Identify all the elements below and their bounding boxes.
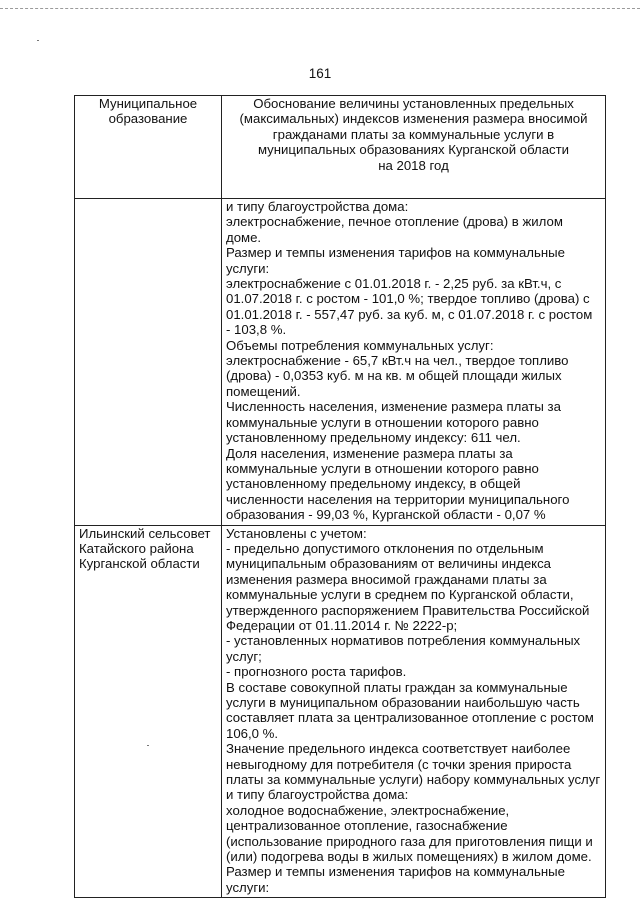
text-line: В составе совокупной платы граждан за коммунальные	[226, 679, 568, 695]
text-line: (или) подогрева воды в жилых помещениях) в жилом доме.	[226, 849, 592, 865]
text-line: коммунальные услуги в отношении которого равно	[226, 414, 539, 430]
text-line: электроснабжение с 01.01.2018 г. - 2,25 руб. за кВт.ч, с	[226, 276, 562, 292]
text-line: - 103,8 %.	[226, 322, 287, 338]
text-line: услуги в муниципальном образовании наибольшую часть	[226, 695, 580, 710]
text-line: Объемы потребления коммунальных услуг:	[226, 337, 494, 353]
text-line: численности населения на территории муниципального	[226, 491, 570, 507]
text-line: невыгодному для потребителя (с точки зрения прироста	[226, 756, 572, 772]
text-line: доме.	[226, 229, 262, 245]
header-text-line: Обоснование величины установленных предельных	[253, 96, 574, 111]
text-line: коммунальные услуги в среднем по Курганской области,	[226, 587, 574, 603]
text-line: Установлены с учетом:	[226, 525, 367, 541]
text-line: Значение предельного индекса соответствует наиболее	[226, 741, 571, 757]
text-line: и типу благоустройства дома:	[226, 199, 409, 214]
municipality-name-line: Курганской области	[79, 556, 200, 572]
header-text-line: гражданами платы за коммунальные услуги в	[272, 126, 555, 142]
tariff-justification-table	[74, 95, 606, 898]
text-line: - прогнозного роста тарифов.	[226, 664, 407, 680]
text-line: услуги:	[226, 879, 270, 895]
text-line: (дрова) - 0,0353 куб. м на кв. м общей площади жилых	[226, 368, 562, 384]
text-line: коммунальные услуги в отношении которого равно	[226, 460, 539, 476]
header-text-line: на 2018 год	[378, 157, 449, 173]
header-municipality	[75, 96, 222, 199]
text-line: Доля населения, изменение размера платы за	[226, 445, 513, 461]
text-line: установленному предельному индексу, в общей	[226, 476, 521, 492]
scan-speck	[37, 40, 39, 41]
municipality-cell	[75, 525, 222, 898]
text-line: утвержденного распоряжением Правительства Российской	[226, 602, 590, 618]
text-line: образования - 99,03 %, Курганской области - 0,07 %	[226, 507, 546, 523]
text-line: Размер и темпы изменения тарифов на коммунальные	[226, 864, 565, 880]
scan-edge-line	[0, 8, 640, 9]
text-line: установленному предельному индексу: 611 чел.	[226, 430, 521, 446]
text-line: 01.07.2018 г. с ростом - 101,0 %; твердое топливо (дрова) с	[226, 291, 590, 307]
text-line: муниципальным образованиям от величины индекса	[226, 556, 552, 572]
municipality-cell	[75, 199, 222, 526]
text-line: Размер и темпы изменения тарифов на коммунальные	[226, 245, 565, 261]
text-line: - предельно допустимого отклонения по отдельным	[226, 540, 544, 556]
text-line: услуги:	[226, 260, 270, 276]
text-line: электроснабжение - 65,7 кВт.ч на чел., твердое топливо	[226, 353, 569, 369]
header-text-line: образование	[108, 111, 188, 127]
page-number: 161	[308, 66, 332, 81]
header-text-line: муниципальных образованиях Курганской области	[257, 142, 570, 158]
text-line: помещений.	[226, 383, 301, 399]
justification-cell	[222, 525, 606, 898]
text-line: централизованное отопление, газоснабжение	[226, 818, 508, 834]
text-line: составляет плата за централизованное отопление с ростом	[226, 710, 594, 726]
text-line: Численность населения, изменение размера платы за	[226, 399, 561, 415]
text-line: Федерации от 01.11.2014 г. № 2222-р;	[226, 617, 458, 633]
table-header-row	[75, 96, 606, 199]
header-text-line: Муниципальное	[98, 96, 198, 111]
table-row	[75, 199, 606, 526]
text-line: электроснабжение, печное отопление (дрова) в жилом	[226, 214, 563, 230]
header-justification	[222, 96, 606, 199]
text-line: (использование природного газа для приготовления пищи и	[226, 833, 593, 849]
text-line: изменения размера вносимой гражданами платы за	[226, 571, 547, 587]
text-line: холодное водоснабжение, электроснабжение,	[226, 802, 510, 818]
municipality-name-line: Катайского района	[79, 540, 194, 556]
justification-cell	[222, 199, 606, 526]
text-line: и типу благоустройства дома:	[226, 787, 409, 803]
text-line: 01.01.2018 г. - 557,47 руб. за куб. м, с 01.07.2018 г. с ростом	[226, 306, 593, 322]
table-row	[75, 525, 606, 898]
text-line: 106,0 %.	[226, 725, 279, 741]
text-line: услуг;	[226, 648, 262, 664]
text-line: - установленных нормативов потребления коммунальных	[226, 633, 581, 649]
municipality-name-line: Ильинский сельсовет	[79, 525, 211, 541]
header-text-line: (максимальных) индексов изменения размера вносимой	[239, 111, 588, 127]
text-line: платы за коммунальные услуги) набору коммунальных услуг	[226, 772, 601, 788]
